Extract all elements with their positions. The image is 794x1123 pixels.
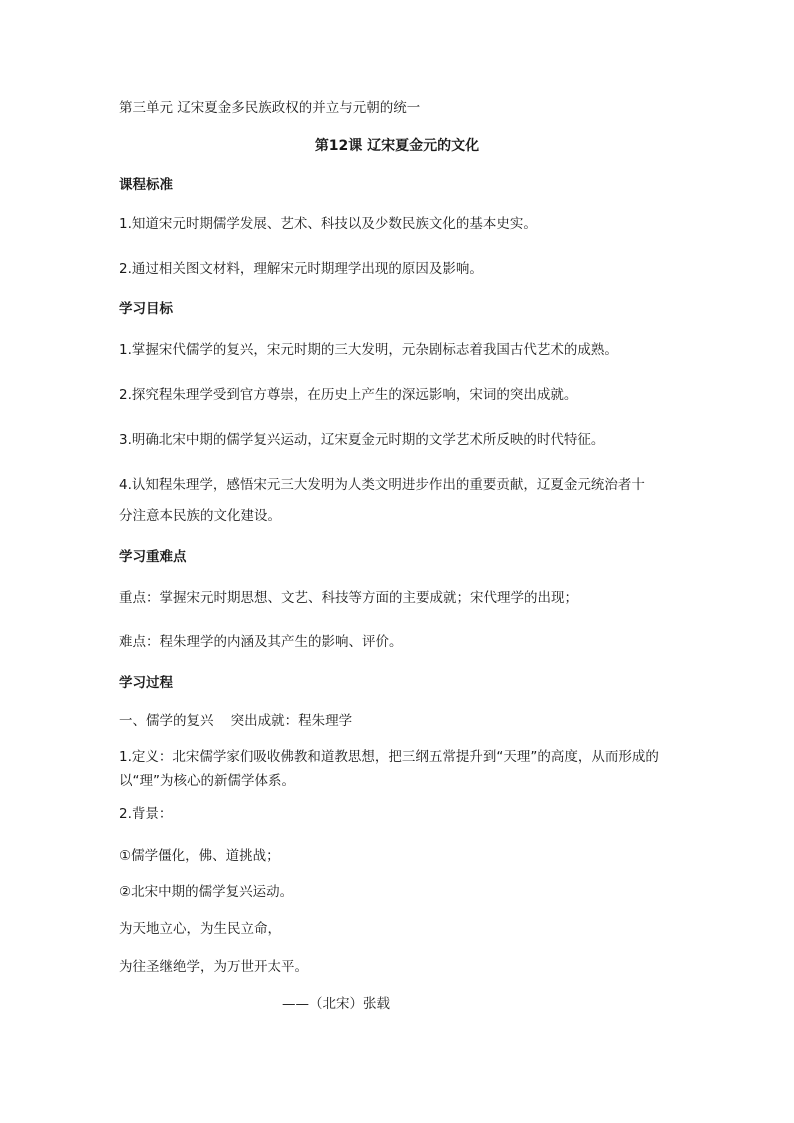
background-label: 2.背景： [119, 806, 173, 822]
key-points-difficulty: 难点：程朱理学的内涵及其产生的影响、评价。 [119, 634, 403, 650]
process-heading: 学习过程 [119, 675, 173, 691]
goals-item-2: 2.探究程朱理学受到官方尊崇，在历史上产生的深远影响，宋词的突出成就。 [119, 387, 578, 403]
goals-heading: 学习目标 [119, 301, 173, 317]
key-points-heading: 学习重难点 [119, 549, 187, 565]
standards-item-1: 1.知道宋元时期儒学发展、艺术、科技以及少数民族文化的基本史实。 [119, 216, 537, 232]
standards-item-2: 2.通过相关图文材料，理解宋元时期理学出现的原因及影响。 [119, 261, 483, 277]
process-definition: 1.定义：北宋儒学家们吸收佛教和道教思想，把三纲五常提升到“天理”的高度，从而形成的以“理”为核心的新儒学体系。 [119, 749, 659, 789]
goals-item-4: 4.认知程朱理学，感悟宋元三大发明为人类文明进步作出的重要贡献，辽夏金元统治者十 [119, 477, 645, 493]
standards-heading: 课程标准 [119, 177, 173, 193]
background-item-2: ②北宋中期的儒学复兴运动。 [119, 884, 294, 900]
key-points-focus: 重点：掌握宋元时期思想、文艺、科技等方面的主要成就；宋代理学的出现； [119, 590, 578, 606]
goals-item-3: 3.明确北宋中期的儒学复兴运动，辽宋夏金元时期的文学艺术所反映的时代特征。 [119, 432, 605, 448]
unit-title: 第三单元 辽宋夏金多民族政权的并立与元朝的统一 [119, 100, 421, 116]
goals-item-4-cont: 分注意本民族的文化建设。 [119, 508, 281, 524]
background-item-1: ①儒学僵化，佛、道挑战； [119, 848, 280, 864]
quote-attribution: ——（北宋）张载 [282, 996, 390, 1012]
goals-item-1: 1.掌握宋代儒学的复兴，宋元时期的三大发明，元杂剧标志着我国古代艺术的成熟。 [119, 342, 618, 358]
quote-line-1: 为天地立心，为生民立命， [119, 921, 281, 937]
process-subheading: 一、儒学的复兴 突出成就：程朱理学 [119, 713, 353, 729]
lesson-title: 第12课 辽宋夏金元的文化 [314, 138, 480, 154]
quote-line-2: 为往圣继绝学，为万世开太平。 [119, 959, 308, 975]
